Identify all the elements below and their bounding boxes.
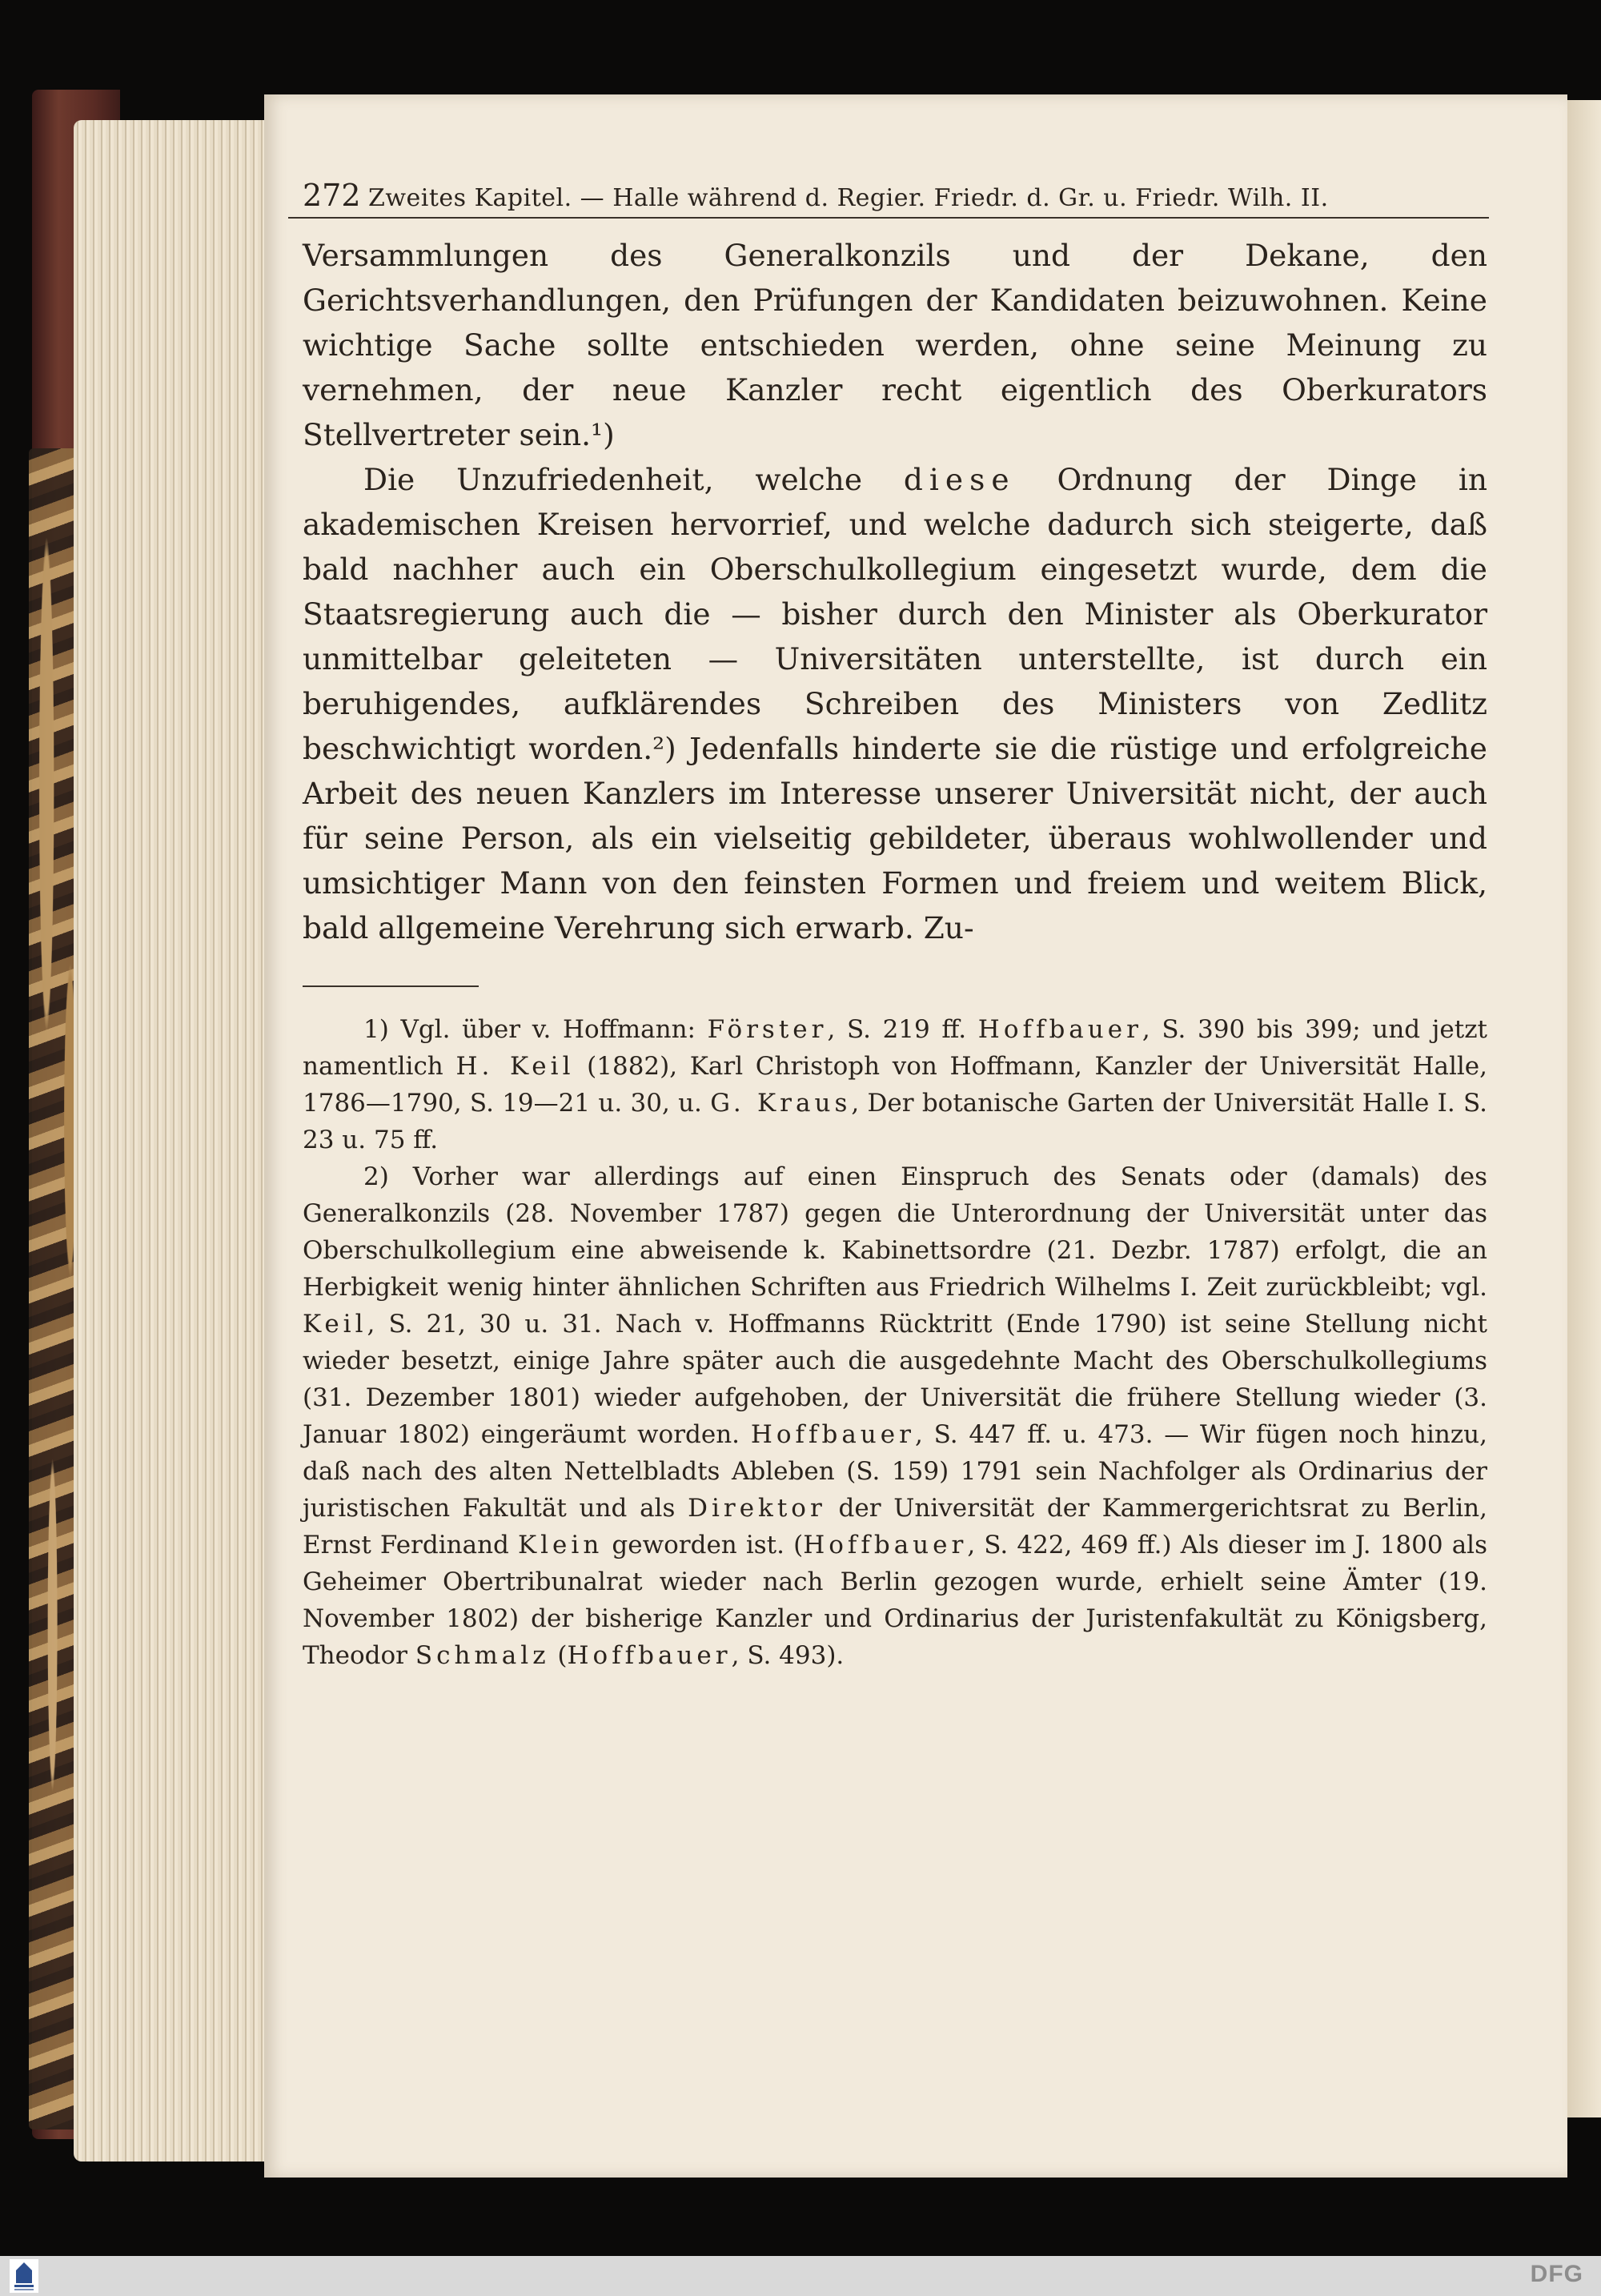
footnote-divider xyxy=(303,985,479,987)
fn2-name: Schmalz xyxy=(415,1641,550,1670)
fn2-text: , S. 21, 30 u. 31. Nach v. Hoffmanns Rücktritt (Ende 1790) ist seine Stellung nicht wieder besetzt, einige Jahre später auch die ausgedehnte Macht des Oberschulkollegiums (31. Dezember 1801) wieder aufgehoben, der Universität die frühere Stellung wieder (3. Januar 1802) eingeräumt worden. xyxy=(303,1310,1487,1449)
fn1-text: , S. 219 ff. xyxy=(827,1015,978,1044)
running-title: Zweites Kapitel. — Halle während d. Regier. Friedr. d. Gr. u. Friedr. Wilh. II. xyxy=(368,184,1329,212)
fn2-author: Hoffbauer xyxy=(803,1531,968,1559)
paragraph-2 xyxy=(303,457,1487,950)
fn2-text: ( xyxy=(549,1641,568,1670)
fn2-text: , S. 493). xyxy=(731,1641,845,1670)
fn2-author: Keil xyxy=(303,1310,367,1339)
fn1-text: 1) Vgl. über v. Hoffmann: xyxy=(363,1015,708,1044)
fn2-author: Hoffbauer xyxy=(750,1420,915,1449)
fn2-name: Klein xyxy=(517,1531,604,1559)
fn2-text: der Universität der Kammergerichtsrat zu Berlin, Ernst Ferdinand xyxy=(303,1494,1487,1559)
dfg-label: DFG xyxy=(1530,2261,1583,2287)
page-stack-edge xyxy=(74,120,290,2162)
scanner-footer xyxy=(0,2256,1601,2296)
library-logo-icon xyxy=(10,2259,38,2293)
fn1-author: H. Keil xyxy=(455,1052,575,1081)
fn2-author: Hoffbauer xyxy=(567,1641,732,1670)
running-head xyxy=(288,180,1489,219)
fn2-emphasis: Direktor xyxy=(688,1494,826,1523)
fn1-text: (1882), Karl Christoph von Hoffmann, Kanzler der Universität Halle, 1786—1790, S. 19—21 u. 30, u. xyxy=(303,1052,1488,1118)
paragraph-1: Versammlungen des Generalkonzils und der Dekane, den Gerichtsverhandlungen, den Prüfungen der Kandidaten beizuwohnen. Keine wichtige Sache sollte entschieden werden, ohne seine Meinung zu vernehmen, der neue Kanzler recht eigentlich des Oberkurators Stellvertreter sein.¹) xyxy=(303,238,1487,452)
main-text xyxy=(288,233,1487,950)
fn1-author: Förster xyxy=(707,1015,828,1044)
fn2-text: 2) Vorher war allerdings auf einen Einspruch des Senats oder (damals) des Generalkonzils (28. November 1787) gegen die Unterordnung der Universität unter das Oberschulkollegium eine abweisende k. Kabinettsordre (21. Dezbr. 1787) erfolgt, die an Herbigkeit wenig hinter ähnlichen Schriften aus Friedrich Wilhelms I. Zeit zurückbleibt; vgl. xyxy=(303,1162,1487,1302)
fn1-author: G. Kraus xyxy=(710,1089,852,1118)
fn2-text: , S. 422, 469 ff.) Als dieser im J. 1800 als Geheimer Obertribunalrat wieder nach Berlin gezogen wurde, erhielt seine Ämter (19. November 1802) der bisherige Kanzler und Ordinarius der Juristenfakultät zu Königsberg, Theodor xyxy=(303,1531,1488,1670)
fn1-author: Hoffbauer xyxy=(977,1015,1142,1044)
emphasized-word: diese xyxy=(903,462,1016,497)
footnote-2 xyxy=(303,1158,1487,1674)
fn1-text: , Der botanische Garten der Universität Halle I. S. 23 u. 75 ff. xyxy=(303,1089,1487,1154)
page-number: 272 xyxy=(303,178,361,213)
page-content xyxy=(288,180,1489,1674)
fn2-text: , S. 447 ff. u. 473. — Wir fügen noch hinzu, daß nach des alten Nettelbladts Ableben (S. 159) 1791 sein Nachfolger als Ordinarius der juristischen Fakultät und als xyxy=(303,1420,1487,1523)
paragraph-2-start: Die Unzufriedenheit, welche xyxy=(363,462,904,497)
fn2-text: geworden ist. ( xyxy=(603,1531,804,1559)
footnotes xyxy=(288,1011,1487,1674)
paragraph-2-rest: Ordnung der Dinge in akademischen Kreisen hervorrief, und welche dadurch sich steigerte, daß bald nachher auch ein Oberschulkollegium eingesetzt wurde, dem die Staatsregierung auch die — bisher durch den Minister als Oberkurator unmittelbar geleiteten — Universitäten unterstellte, ist durch ein beruhigendes, aufklärendes Schreiben des Ministers von Zedlitz beschwichtigt worden.²) Jedenfalls hinderte sie die rüstige und erfolgreiche Arbeit des neuen Kanzlers im Interesse unserer Universität nicht, der auch für seine Person, als ein vielseitig gebildeter, überaus wohlwollender und umsichtiger Mann von den feinsten Formen und freiem und weitem Blick, bald allgemeine Verehrung sich erwarb. Zu- xyxy=(303,462,1487,945)
fn1-text: , S. 390 bis 399; und jetzt namentlich xyxy=(303,1015,1487,1081)
footnote-1 xyxy=(303,1011,1487,1158)
